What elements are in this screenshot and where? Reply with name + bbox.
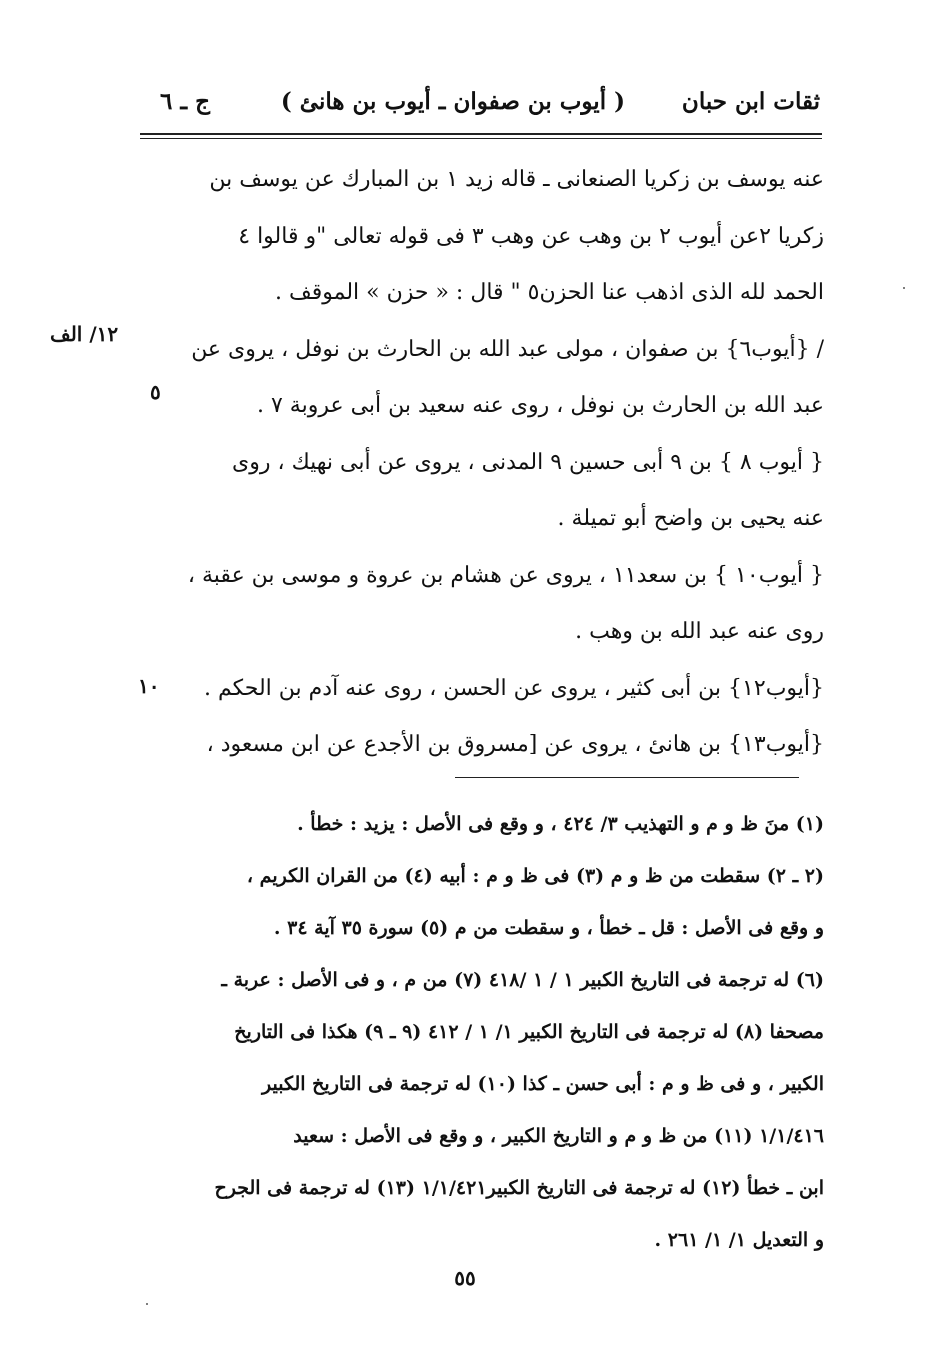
main-text [160, 152, 824, 774]
text-line: عنه يوسف بن زكريا الصنعانى ـ قاله زيد ١ بن المبارك عن يوسف بن [209, 167, 824, 192]
footnote-separator [455, 777, 799, 778]
volume-label: ج ـ ٦ [160, 88, 210, 115]
line-number-10: ١٠ [138, 674, 160, 698]
footnote-line: و التعديل ١/ ١/ ٢٦١ . [654, 1229, 824, 1251]
footnote-line: ابن ـ خطأ (١٢) له ترجمة فى التاريخ الكبير١/١/٤٢١ (١٣) له ترجمة فى الجرح [214, 1177, 824, 1199]
text-line: عنه يحيى بن واضح أبو تميلة . [557, 506, 824, 531]
scan-speck [903, 287, 905, 289]
text-line: { أيوب ٨ } بن ٩ أبى حسين ٩ المدنى ، يروى عن أبى نهيك ، روى [232, 449, 824, 475]
header-rule-thick [140, 133, 822, 135]
folio-marker: ١٢/ الف [50, 322, 119, 346]
text-line: عبد الله بن الحارث بن نوفل ، روى عنه سعيد بن أبى عروبة ٧ . [256, 393, 824, 418]
footnote-line: مصحفا (٨) له ترجمة فى التاريخ الكبير ١/ ١ / ٤١٢ (٩ ـ ٩) هكذا فى التاريخ [234, 1021, 824, 1043]
footnote-line: (٦) له ترجمة فى التاريخ الكبير ١ / ١ /٤١٨ (٧) من م ، و فى الأصل : عربة ـ [221, 969, 824, 991]
header-rule-thin [140, 138, 822, 139]
page-number: ٥٥ [454, 1266, 476, 1290]
text-line: {أيوب١٢} بن أبى كثير ، يروى عن الحسن ، روى عنه آدم بن الحكم . [204, 675, 824, 701]
text-line: الحمد لله الذى اذهب عنا الحزن٥ " قال : « حزن » الموقف . [274, 280, 824, 305]
footnote-line: و وقع فى الأصل : قل ـ خطأ ، و سقطت من م (٥) سورة ٣٥ آية ٣٤ . [273, 917, 824, 939]
book-title: ثقات ابن حبان [681, 88, 820, 115]
text-line: زكريا ٢عن أيوب ٢ بن وهب عن وهب ٣ فى قوله تعالى "و قالوا ٤ [238, 223, 824, 249]
text-line: روى عنه عبد الله بن وهب . [575, 619, 824, 644]
footnote-line: (٢ ـ ٢) سقطت من ظ و م (٣) فى ظ و م : أبيه (٤) من القران الكريم ، [246, 865, 824, 887]
text-line: {أيوب١٣} بن هانئ ، يروى عن [مسروق بن الأجدع عن ابن مسعود ، [206, 732, 824, 757]
footnote-line: (١) منَ ظ و م و التهذيب ٣/ ٤٢٤ ، و وقع فى الأصل : يزيد : خطأ . [297, 813, 824, 835]
scan-speck [146, 1303, 148, 1305]
section-title: ( أيوب بن صفوان ـ أيوب بن هانئ ) [280, 88, 625, 115]
text-line: { أيوب١٠ } بن سعد١١ ، يروى عن هشام بن عروة و موسى بن عقبة ، [187, 562, 824, 588]
footnote-line: ١/١/٤١٦ (١١) من ظ و م و التاريخ الكبير ، و وقع فى الأصل : سعيد [293, 1125, 824, 1147]
line-number-5: ٥ [150, 380, 161, 404]
footnotes [160, 798, 824, 1266]
text-line: / {أيوب٦} بن صفوان ، مولى عبد الله بن الحارث بن نوفل ، يروى عن [191, 336, 824, 362]
footnote-line: الكبير ، و فى ظ و م : أبى حسن ـ كذا (١٠) له ترجمة فى التاريخ الكبير [262, 1073, 824, 1095]
running-header [160, 88, 820, 128]
